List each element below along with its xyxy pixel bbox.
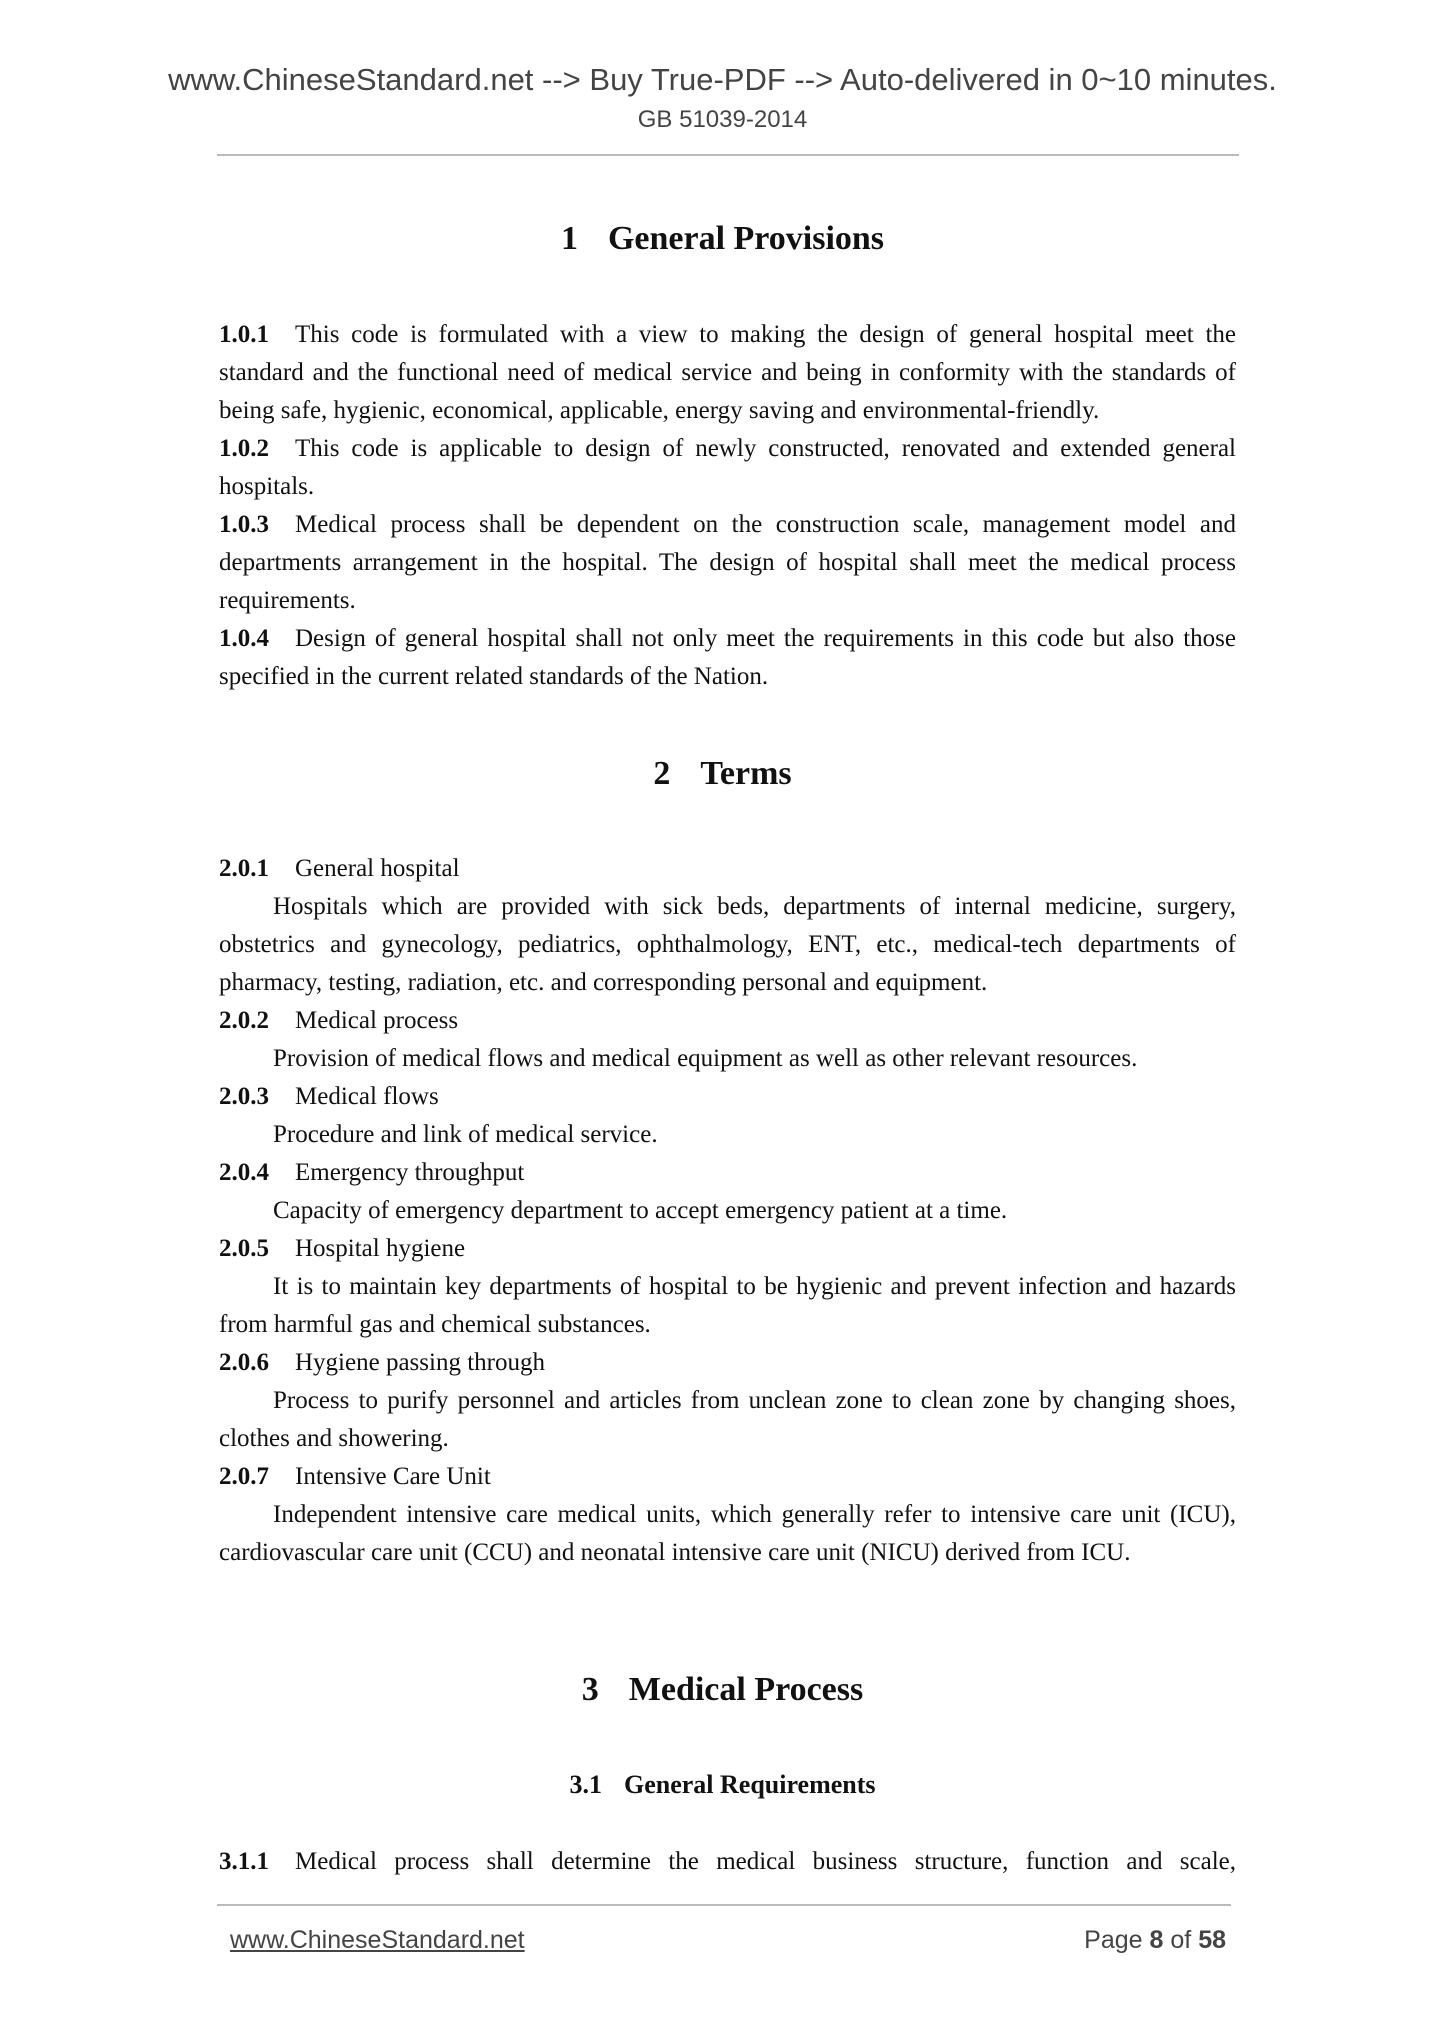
clause — [219, 1843, 1236, 1881]
clause-text: Medical process shall be dependent on the construction scale, management model and departments arrangement in the hospital. The design of hospital shall meet the medical process requirements. — [219, 511, 1236, 614]
clause — [219, 430, 1236, 506]
clause-number: 1.0.4 — [219, 625, 269, 652]
page-indicator — [1084, 1926, 1226, 1955]
section-number: 3 — [581, 1671, 599, 1708]
clause-number: 3.1.1 — [219, 1848, 269, 1875]
section-heading-3 — [0, 1668, 1445, 1712]
header-divider — [217, 154, 1239, 156]
clause-text: This code is formulated with a view to making the design of general hospital meet the standard and the functional need of medical service and being in conformity with the standards of being safe, hygienic, economical, applicable, energy saving and environmental-friendly. — [219, 321, 1236, 424]
term-definition: Procedure and link of medical service. — [273, 1121, 658, 1148]
term-definition: Process to purify personnel and articles from unclean zone to clean zone by changing shoes, clothes and showering. — [219, 1387, 1236, 1452]
clause-text: Design of general hospital shall not only meet the requirements in this code but also those specified in the current related standards of the Nation. — [219, 625, 1236, 690]
term-number: 2.0.1 — [219, 855, 269, 882]
clause-number: 1.0.3 — [219, 511, 269, 538]
term-number: 2.0.2 — [219, 1007, 269, 1034]
section-heading-1 — [0, 217, 1445, 261]
section-2-body — [219, 850, 1236, 1572]
term-definition: Hospitals which are provided with sick beds, departments of internal medicine, surgery, obstetrics and gynecology, pediatrics, ophthalmology, ENT, etc., medical-tech departments of pharmacy, testing, radiation, etc. and corresponding personal and equipment. — [219, 893, 1236, 996]
term-name: Medical flows — [295, 1083, 439, 1110]
term-title — [219, 1002, 1236, 1040]
clause-number: 1.0.2 — [219, 435, 269, 462]
section-title: Medical Process — [628, 1671, 864, 1708]
clause — [219, 506, 1236, 620]
section-title: Terms — [700, 755, 792, 792]
section-3-body — [219, 1843, 1236, 1881]
document-id: GB 51039-2014 — [637, 106, 808, 133]
term-name: Hospital hygiene — [295, 1235, 466, 1262]
page-label: Page — [1084, 1926, 1143, 1954]
footer-divider — [217, 1904, 1231, 1906]
clause-text: This code is applicable to design of newly constructed, renovated and extended general hospitals. — [219, 435, 1236, 500]
term-title — [219, 1344, 1236, 1382]
subsection-heading-3-1 — [0, 1767, 1445, 1803]
term-number: 2.0.3 — [219, 1083, 269, 1110]
header-banner: www.ChineseStandard.net --> Buy True-PDF --> Auto-delivered in 0~10 minutes. — [168, 62, 1277, 97]
clause-text: Medical process shall determine the medical business structure, function and scale, — [295, 1848, 1236, 1875]
section-title: General Provisions — [607, 220, 885, 257]
subsection-title: General Requirements — [623, 1770, 876, 1799]
term-number: 2.0.4 — [219, 1159, 269, 1186]
term-name: Emergency throughput — [295, 1159, 525, 1186]
clause-number: 1.0.1 — [219, 321, 269, 348]
term-definition: Independent intensive care medical units, which generally refer to intensive care unit (ICU), cardiovascular care unit (CCU) and neonatal intensive care unit (NICU) derived from ICU. — [219, 1501, 1236, 1566]
clause — [219, 620, 1236, 696]
clause — [219, 316, 1236, 430]
term-name: Medical process — [295, 1007, 459, 1034]
term-definition: Provision of medical flows and medical equipment as well as other relevant resources. — [273, 1045, 1138, 1072]
term-title — [219, 1230, 1236, 1268]
term-definition: It is to maintain key departments of hospital to be hygienic and prevent infection and hazards from harmful gas and chemical substances. — [219, 1273, 1236, 1338]
term-title — [219, 850, 1236, 888]
term-name: General hospital — [295, 855, 460, 882]
page-number: 8 — [1149, 1926, 1164, 1954]
section-heading-2 — [0, 752, 1445, 796]
term-number: 2.0.7 — [219, 1463, 269, 1490]
term-title — [219, 1458, 1236, 1496]
subsection-number: 3.1 — [569, 1770, 602, 1799]
term-title — [219, 1154, 1236, 1192]
page-total: 58 — [1198, 1926, 1226, 1954]
term-number: 2.0.5 — [219, 1235, 269, 1262]
footer-site-link[interactable]: www.ChineseStandard.net — [230, 1926, 525, 1954]
term-name: Hygiene passing through — [295, 1349, 545, 1376]
term-name: Intensive Care Unit — [295, 1463, 491, 1490]
page-of-label: of — [1170, 1926, 1192, 1954]
term-definition: Capacity of emergency department to accept emergency patient at a time. — [273, 1197, 1008, 1224]
term-number: 2.0.6 — [219, 1349, 269, 1376]
section-number: 1 — [560, 220, 578, 257]
term-title — [219, 1078, 1236, 1116]
section-number: 2 — [653, 755, 671, 792]
section-1-body — [219, 316, 1236, 696]
